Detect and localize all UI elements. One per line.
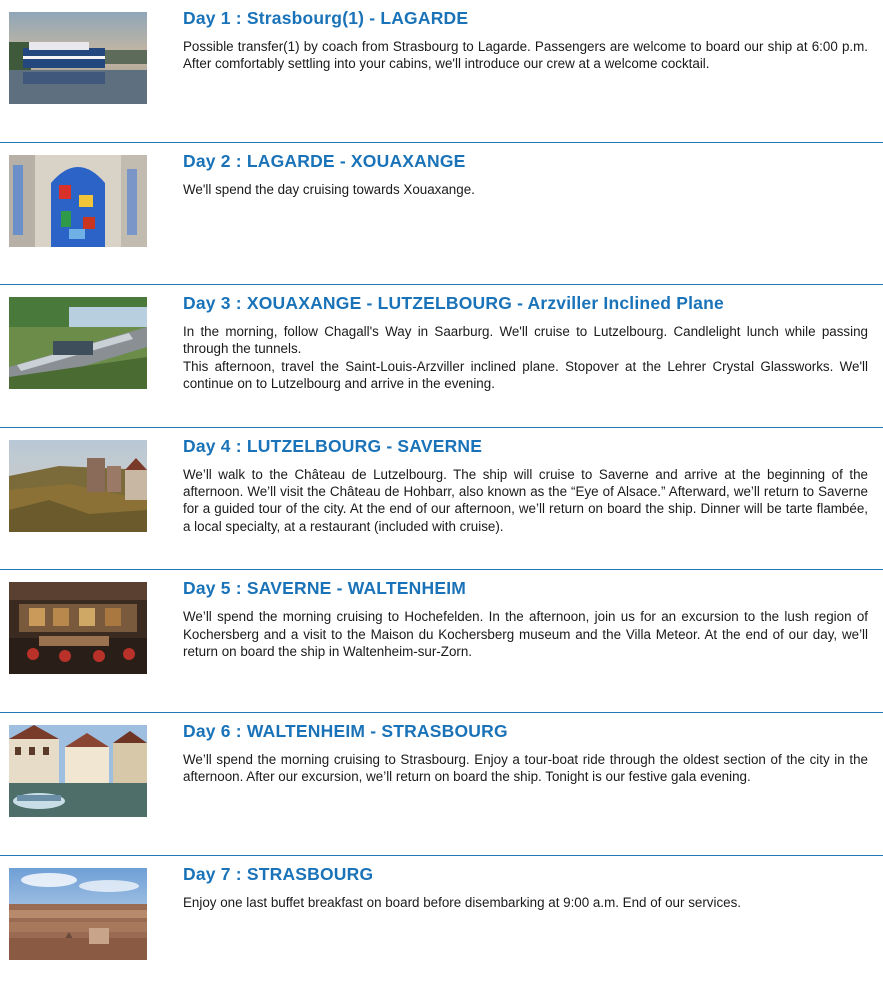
day-7-entry (0, 856, 883, 998)
day-description: Enjoy one last buffet breakfast on board before disembarking at 9:00 a.m. End of our services. (183, 894, 742, 910)
day-description: We’ll walk to the Château de Lutzelbourg. The ship will cruise to Saverne and arrive at the beginning of the afternoon. We’ll visit the Château de Hohbarr, also known as the “Eye of Alsace.” Afterward, we’ll return to Saverne for a guided tour of the city. At the end of our afternoon, we’ll return on board the ship. Dinner will be tarte flambée, a local specialty, at a restaurant (included with cruise). (183, 466, 868, 534)
inclined-plane-photo (9, 297, 147, 389)
day-title: Day 7 : STRASBOURG (183, 863, 374, 884)
day-1-entry (0, 0, 883, 143)
petite-france-canal-photo (9, 725, 147, 817)
day-5-entry (0, 570, 883, 713)
day-3-entry (0, 285, 883, 428)
day-2-entry (0, 143, 883, 286)
day-title: Day 6 : WALTENHEIM - STRASBOURG (183, 720, 508, 741)
day-title: Day 4 : LUTZELBOURG - SAVERNE (183, 435, 483, 456)
day-description: We’ll spend the morning cruising to Strasbourg. Enjoy a tour-boat ride through the oldest section of the city in the afternoon. After our excursion, we’ll return on board the ship. Tonight is our festive gala evening. (183, 751, 868, 785)
day-title: Day 2 : LAGARDE - XOUAXANGE (183, 150, 466, 171)
castle-ruins-photo (9, 440, 147, 532)
day-description: We’ll spend the morning cruising to Hochefelden. In the afternoon, join us for an excursion to the lush region of Kochersberg and a visit to the Maison du Kochersberg museum and the Villa Meteor. At the end of our day, we’ll return on board the ship in Waltenheim-sur-Zorn. (183, 609, 868, 659)
day-4-entry (0, 428, 883, 571)
river-cruise-ship-photo (9, 12, 147, 104)
day-title: Day 3 : XOUAXANGE - LUTZELBOURG - Arzviller Inclined Plane (183, 293, 724, 314)
day-title: Day 5 : SAVERNE - WALTENHEIM (183, 578, 467, 599)
strasbourg-cityscape-photo (9, 868, 147, 960)
day-6-entry (0, 713, 883, 856)
day-description: Possible transfer(1) by coach from Strasbourg to Lagarde. Passengers are welcome to board our ship at 6:00 p.m. After comfortably settling into your cabins, we'll introduce our crew at a welcome cocktail. (183, 39, 868, 72)
stained-glass-window-photo (9, 155, 147, 247)
ship-bar-lounge-photo (9, 582, 147, 674)
day-description: This afternoon, travel the Saint-Louis-Arzviller inclined plane. Stopover at the Lehrer Crystal Glassworks. We'll continue on to Lutzelbourg and arrive in the evening. (183, 358, 868, 392)
day-description: We'll spend the day cruising towards Xouaxange. (183, 181, 475, 197)
day-title: Day 1 : Strasbourg(1) - LAGARDE (183, 8, 469, 28)
day-description: In the morning, follow Chagall's Way in Saarburg. We'll cruise to Lutzelbourg. Candlelight lunch while passing through the tunnels. (183, 324, 868, 357)
